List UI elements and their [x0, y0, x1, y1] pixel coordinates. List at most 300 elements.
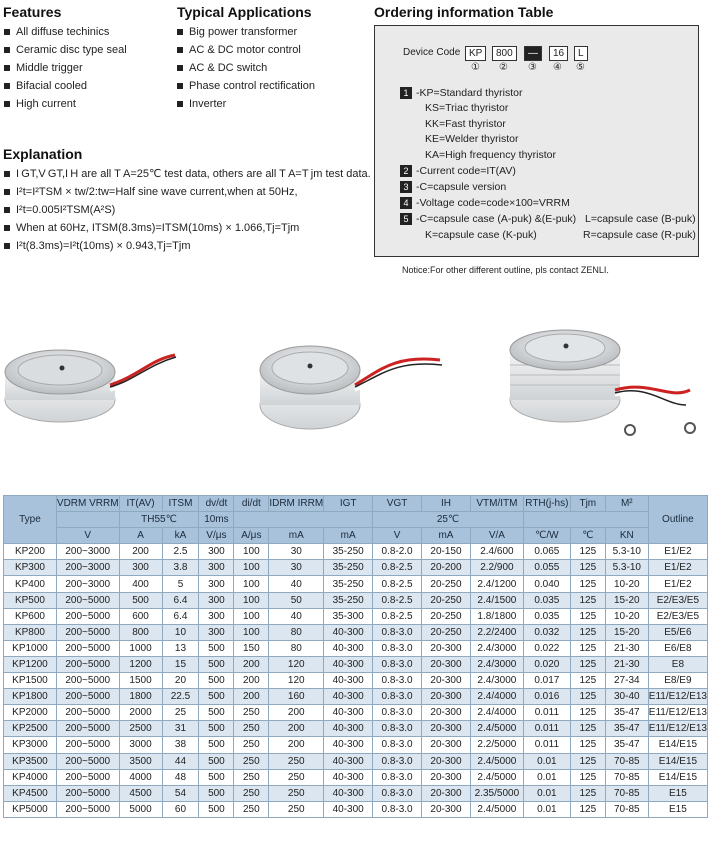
table-cell: E15: [648, 785, 707, 801]
table-cell: KP200: [4, 544, 57, 560]
table-cell: 0.8-3.0: [373, 656, 422, 672]
th-blank: [234, 512, 373, 528]
table-cell: 500: [199, 705, 234, 721]
num-badge: 3: [400, 181, 412, 193]
table-cell: 1500: [119, 673, 162, 689]
table-cell: 1.8/1800: [470, 608, 523, 624]
table-cell: E14/E15: [648, 753, 707, 769]
table-cell: 5.3-10: [605, 544, 648, 560]
table-cell: 0.8-3.0: [373, 640, 422, 656]
table-cell: 2500: [119, 721, 162, 737]
circle-5: ⑤: [576, 62, 585, 73]
order-row: KA=High frequency thyristor: [425, 149, 557, 161]
table-cell: 250: [234, 705, 269, 721]
explanation-list: [4, 165, 371, 255]
table-cell: 54: [162, 785, 199, 801]
th-10ms: 10ms: [199, 512, 234, 528]
table-cell: KP600: [4, 608, 57, 624]
table-cell: 60: [162, 801, 199, 817]
order-row-5: [400, 212, 576, 228]
table-cell: 0.035: [523, 592, 570, 608]
table-cell: 125: [570, 673, 605, 689]
table-cell: 20-250: [422, 592, 471, 608]
table-cell: 0.020: [523, 656, 570, 672]
order-text: -Current code=IT(AV): [416, 165, 516, 177]
th-unit: kA: [162, 528, 199, 544]
list-item: AC & DC motor control: [177, 41, 315, 59]
applications-title: Typical Applications: [177, 4, 312, 20]
table-header-row: [4, 512, 708, 528]
table-cell: 0.01: [523, 801, 570, 817]
table-cell: 200~5000: [56, 769, 119, 785]
table-cell: 600: [119, 608, 162, 624]
table-cell: 125: [570, 592, 605, 608]
table-cell: 125: [570, 656, 605, 672]
table-cell: 0.017: [523, 673, 570, 689]
table-cell: 300: [119, 560, 162, 576]
order-row: R=capsule case (R-puk): [583, 229, 696, 241]
device-code-label: Device Code: [403, 47, 461, 58]
table-cell: 80: [269, 624, 324, 640]
table-row: [4, 656, 708, 672]
table-cell: 200~3000: [56, 544, 119, 560]
code-l: L: [574, 46, 588, 61]
table-units-row: [4, 528, 708, 544]
table-body: [4, 544, 708, 818]
table-cell: 500: [199, 640, 234, 656]
th-unit: A: [119, 528, 162, 544]
table-cell: 20-300: [422, 721, 471, 737]
th-unit: mA: [422, 528, 471, 544]
explanation-title: Explanation: [3, 146, 83, 162]
thyristor-photos: [0, 320, 710, 485]
th-th55: TH55℃: [119, 512, 199, 528]
th-unit: V/μs: [199, 528, 234, 544]
table-cell: 120: [269, 673, 324, 689]
table-cell: 20-300: [422, 785, 471, 801]
table-cell: 2.4/4000: [470, 705, 523, 721]
circle-3: ③: [528, 62, 537, 73]
table-cell: 500: [199, 753, 234, 769]
code-kp: KP: [465, 46, 486, 61]
table-cell: 200: [234, 656, 269, 672]
table-cell: 27-34: [605, 673, 648, 689]
table-cell: 150: [234, 640, 269, 656]
table-cell: 40-300: [324, 737, 373, 753]
table-cell: KP2000: [4, 705, 57, 721]
table-cell: 300: [199, 592, 234, 608]
table-cell: 40-300: [324, 769, 373, 785]
table-cell: 35-47: [605, 721, 648, 737]
table-cell: 250: [269, 769, 324, 785]
table-cell: 20-300: [422, 801, 471, 817]
table-row: [4, 801, 708, 817]
table-cell: 200~3000: [56, 560, 119, 576]
table-cell: 200~5000: [56, 721, 119, 737]
table-cell: 20-200: [422, 560, 471, 576]
table-row: [4, 689, 708, 705]
table-cell: 70-85: [605, 785, 648, 801]
table-cell: 70-85: [605, 801, 648, 817]
order-row-1: [400, 86, 523, 102]
th-m: M²: [605, 496, 648, 512]
table-row: [4, 624, 708, 640]
table-cell: 1200: [119, 656, 162, 672]
table-cell: 20-300: [422, 656, 471, 672]
order-row: KE=Welder thyristor: [425, 133, 519, 145]
table-row: [4, 544, 708, 560]
table-cell: E14/E15: [648, 737, 707, 753]
table-cell: 200~5000: [56, 801, 119, 817]
table-cell: 40-300: [324, 753, 373, 769]
table-cell: 300: [199, 576, 234, 592]
th-itsm: ITSM: [162, 496, 199, 512]
table-cell: 2.4/4000: [470, 689, 523, 705]
table-cell: 40: [269, 608, 324, 624]
order-row: L=capsule case (B-puk): [585, 213, 696, 225]
order-text: -Voltage code=code×100=VRRM: [416, 197, 570, 209]
table-row: [4, 721, 708, 737]
table-cell: 22.5: [162, 689, 199, 705]
table-cell: 20-250: [422, 576, 471, 592]
table-cell: 50: [269, 592, 324, 608]
table-cell: 6.4: [162, 592, 199, 608]
table-cell: 0.055: [523, 560, 570, 576]
th-dvdt: dv/dt: [199, 496, 234, 512]
th-itav: IT(AV): [119, 496, 162, 512]
table-cell: 0.8-3.0: [373, 769, 422, 785]
table-row: [4, 560, 708, 576]
table-cell: 250: [234, 737, 269, 753]
table-cell: 40-300: [324, 656, 373, 672]
table-cell: 200: [234, 689, 269, 705]
thyristor-photo-2: [260, 346, 445, 429]
specs-table: [3, 495, 708, 818]
table-cell: 35-250: [324, 560, 373, 576]
th-ih: IH: [422, 496, 471, 512]
table-cell: 3500: [119, 753, 162, 769]
table-cell: 125: [570, 737, 605, 753]
table-row: [4, 592, 708, 608]
table-cell: E14/E15: [648, 769, 707, 785]
th-unit: ℃/W: [523, 528, 570, 544]
notice-text: Notice:For other different outline, pls contact ZENLI.: [402, 265, 609, 275]
th-unit: V/A: [470, 528, 523, 544]
table-cell: E2/E3/E5: [648, 608, 707, 624]
table-cell: 200~5000: [56, 673, 119, 689]
table-row: [4, 673, 708, 689]
table-cell: 0.011: [523, 705, 570, 721]
table-cell: 800: [119, 624, 162, 640]
table-cell: KP1200: [4, 656, 57, 672]
table-cell: 125: [570, 801, 605, 817]
table-cell: 0.011: [523, 721, 570, 737]
table-cell: 500: [199, 801, 234, 817]
table-cell: 0.011: [523, 737, 570, 753]
table-cell: 40-300: [324, 689, 373, 705]
table-cell: 200~5000: [56, 640, 119, 656]
table-cell: 300: [199, 608, 234, 624]
table-cell: E5/E6: [648, 624, 707, 640]
table-cell: 200~5000: [56, 656, 119, 672]
table-cell: 250: [269, 785, 324, 801]
table-row: [4, 769, 708, 785]
explanation-line: I²t(8.3ms)=I²t(10ms) × 0.943,Tj=Tjm: [4, 237, 371, 255]
table-cell: 48: [162, 769, 199, 785]
th-unit: ℃: [570, 528, 605, 544]
thyristor-photo-1: [5, 350, 178, 422]
table-cell: 2.4/5000: [470, 801, 523, 817]
explanation-line: I²t=I²TSM × tw/2:tw=Half sine wave current,when at 50Hz,: [4, 183, 371, 201]
table-cell: 30: [269, 544, 324, 560]
table-cell: 100: [234, 560, 269, 576]
thyristor-photo-3: [510, 330, 695, 435]
table-row: [4, 640, 708, 656]
table-cell: 200: [119, 544, 162, 560]
table-cell: 300: [199, 624, 234, 640]
order-row-4: [400, 196, 570, 212]
th-unit: KN: [605, 528, 648, 544]
table-cell: 250: [234, 801, 269, 817]
table-cell: 125: [570, 560, 605, 576]
table-cell: 20-300: [422, 705, 471, 721]
table-cell: 500: [199, 737, 234, 753]
table-cell: 200~5000: [56, 592, 119, 608]
table-cell: 125: [570, 721, 605, 737]
table-cell: 0.8-3.0: [373, 624, 422, 640]
table-cell: 40: [269, 576, 324, 592]
table-cell: 120: [269, 656, 324, 672]
table-cell: 6.4: [162, 608, 199, 624]
ordering-title: Ordering information Table: [374, 4, 554, 20]
table-cell: 200: [269, 705, 324, 721]
table-cell: 0.8-3.0: [373, 737, 422, 753]
table-cell: 20-300: [422, 640, 471, 656]
table-cell: 5.3-10: [605, 560, 648, 576]
list-item: AC & DC switch: [177, 59, 315, 77]
list-item: High current: [4, 95, 127, 113]
table-cell: E2/E3/E5: [648, 592, 707, 608]
table-cell: 15: [162, 656, 199, 672]
list-item: Inverter: [177, 95, 315, 113]
th-rth: RTH(j-hs): [523, 496, 570, 512]
table-cell: 20-150: [422, 544, 471, 560]
table-cell: 200~5000: [56, 608, 119, 624]
table-cell: 15-20: [605, 624, 648, 640]
table-cell: 250: [234, 721, 269, 737]
table-cell: 125: [570, 608, 605, 624]
table-cell: 125: [570, 753, 605, 769]
table-cell: 3000: [119, 737, 162, 753]
table-cell: E6/E8: [648, 640, 707, 656]
table-cell: 20-300: [422, 769, 471, 785]
list-item: All diffuse techinics: [4, 23, 127, 41]
table-cell: 200: [269, 737, 324, 753]
table-cell: E15: [648, 801, 707, 817]
table-cell: 4500: [119, 785, 162, 801]
table-cell: 125: [570, 640, 605, 656]
table-cell: 5000: [119, 801, 162, 817]
th-unit: mA: [269, 528, 324, 544]
th-blank: [56, 512, 119, 528]
order-text: -C=capsule case (A-puk) &(E-puk): [416, 213, 577, 225]
table-cell: 200: [269, 721, 324, 737]
table-row: [4, 705, 708, 721]
table-cell: 300: [199, 544, 234, 560]
table-cell: 0.8-3.0: [373, 705, 422, 721]
table-cell: 160: [269, 689, 324, 705]
table-cell: 40-300: [324, 721, 373, 737]
table-cell: 2000: [119, 705, 162, 721]
table-cell: KP1800: [4, 689, 57, 705]
list-item: Big power transformer: [177, 23, 315, 41]
table-cell: E1/E2: [648, 576, 707, 592]
num-badge: 4: [400, 197, 412, 209]
table-cell: E1/E2: [648, 560, 707, 576]
num-badge: 5: [400, 213, 412, 225]
ordering-box: [374, 25, 699, 257]
table-cell: 0.8-2.5: [373, 576, 422, 592]
table-cell: 20-250: [422, 624, 471, 640]
table-cell: E11/E12/E13: [648, 721, 707, 737]
table-cell: 70-85: [605, 753, 648, 769]
table-cell: KP3000: [4, 737, 57, 753]
table-cell: 20-300: [422, 689, 471, 705]
table-cell: 0.8-3.0: [373, 753, 422, 769]
circle-4: ④: [553, 62, 562, 73]
table-cell: 2.2/900: [470, 560, 523, 576]
table-cell: KP3500: [4, 753, 57, 769]
list-item: Phase control rectification: [177, 77, 315, 95]
table-cell: 500: [199, 721, 234, 737]
table-cell: E11/E12/E13: [648, 689, 707, 705]
table-cell: 3.8: [162, 560, 199, 576]
table-cell: 250: [234, 769, 269, 785]
table-cell: 20-300: [422, 737, 471, 753]
table-cell: 25: [162, 705, 199, 721]
table-cell: 125: [570, 785, 605, 801]
table-cell: 2.35/5000: [470, 785, 523, 801]
th-igt: IGT: [324, 496, 373, 512]
table-cell: 500: [199, 656, 234, 672]
table-cell: 0.040: [523, 576, 570, 592]
table-cell: 21-30: [605, 640, 648, 656]
table-cell: 250: [234, 785, 269, 801]
table-cell: 2.4/1500: [470, 592, 523, 608]
table-cell: KP300: [4, 560, 57, 576]
table-cell: 5: [162, 576, 199, 592]
table-cell: 200~5000: [56, 624, 119, 640]
table-cell: 100: [234, 544, 269, 560]
order-row: KS=Triac thyristor: [425, 102, 509, 114]
table-cell: 40-300: [324, 785, 373, 801]
table-cell: 0.016: [523, 689, 570, 705]
explanation-line: I²t=0.005I²TSM(A²S): [4, 201, 371, 219]
table-cell: 40-300: [324, 640, 373, 656]
table-row: [4, 576, 708, 592]
table-cell: 300: [199, 560, 234, 576]
table-cell: 125: [570, 769, 605, 785]
table-cell: KP500: [4, 592, 57, 608]
explanation-line: When at 60Hz, ITSM(8.3ms)=ITSM(10ms) × 1.066,Tj=Tjm: [4, 219, 371, 237]
table-cell: 2.4/600: [470, 544, 523, 560]
circle-1: ①: [471, 62, 480, 73]
table-row: [4, 737, 708, 753]
table-cell: 20-300: [422, 753, 471, 769]
table-cell: 35-250: [324, 544, 373, 560]
product-photos: [0, 320, 710, 485]
table-cell: 0.8-2.5: [373, 560, 422, 576]
table-cell: 100: [234, 608, 269, 624]
table-cell: 30-40: [605, 689, 648, 705]
list-item: Bifacial cooled: [4, 77, 127, 95]
list-item: Ceramic disc type seal: [4, 41, 127, 59]
th-unit: mA: [324, 528, 373, 544]
order-row: KK=Fast thyristor: [425, 118, 506, 130]
table-cell: 100: [234, 576, 269, 592]
table-cell: KP4000: [4, 769, 57, 785]
table-cell: 0.032: [523, 624, 570, 640]
code-16: 16: [549, 46, 568, 61]
table-cell: 200: [234, 673, 269, 689]
th-type: Type: [4, 496, 57, 544]
features-list: [4, 23, 127, 113]
table-cell: 35-47: [605, 737, 648, 753]
table-cell: 0.8-2.0: [373, 544, 422, 560]
circle-2: ②: [499, 62, 508, 73]
table-cell: E8/E9: [648, 673, 707, 689]
table-cell: 31: [162, 721, 199, 737]
table-cell: 2.2/2400: [470, 624, 523, 640]
table-cell: 125: [570, 705, 605, 721]
table-cell: 10-20: [605, 576, 648, 592]
th-vgt: VGT: [373, 496, 422, 512]
table-cell: 0.8-3.0: [373, 801, 422, 817]
list-item: Middle trigger: [4, 59, 127, 77]
table-cell: 500: [199, 785, 234, 801]
table-cell: 100: [234, 592, 269, 608]
table-row: [4, 753, 708, 769]
table-cell: 1000: [119, 640, 162, 656]
table-row: [4, 608, 708, 624]
table-cell: KP400: [4, 576, 57, 592]
table-cell: 0.022: [523, 640, 570, 656]
table-cell: 500: [199, 673, 234, 689]
table-cell: 20-250: [422, 608, 471, 624]
table-cell: 125: [570, 624, 605, 640]
table-cell: 30: [269, 560, 324, 576]
table-cell: KP2500: [4, 721, 57, 737]
table-cell: 0.8-2.5: [373, 592, 422, 608]
table-cell: 500: [199, 689, 234, 705]
table-cell: 4000: [119, 769, 162, 785]
table-cell: 35-300: [324, 608, 373, 624]
table-cell: 21-30: [605, 656, 648, 672]
table-cell: 70-85: [605, 769, 648, 785]
applications-list: [177, 23, 315, 113]
table-cell: 0.8-3.0: [373, 673, 422, 689]
table-cell: 1800: [119, 689, 162, 705]
explanation-line: I GT,V GT,I H are all T A=25℃ test data, others are all T A=T jm test data.: [4, 165, 371, 183]
th-unit: V: [56, 528, 119, 544]
table-cell: 0.8-3.0: [373, 721, 422, 737]
th-tjm: Tjm: [570, 496, 605, 512]
th-idrm: IDRM IRRM: [269, 496, 324, 512]
table-cell: 125: [570, 544, 605, 560]
table-cell: 35-250: [324, 592, 373, 608]
order-row: K=capsule case (K-puk): [425, 229, 537, 241]
table-cell: 0.01: [523, 769, 570, 785]
